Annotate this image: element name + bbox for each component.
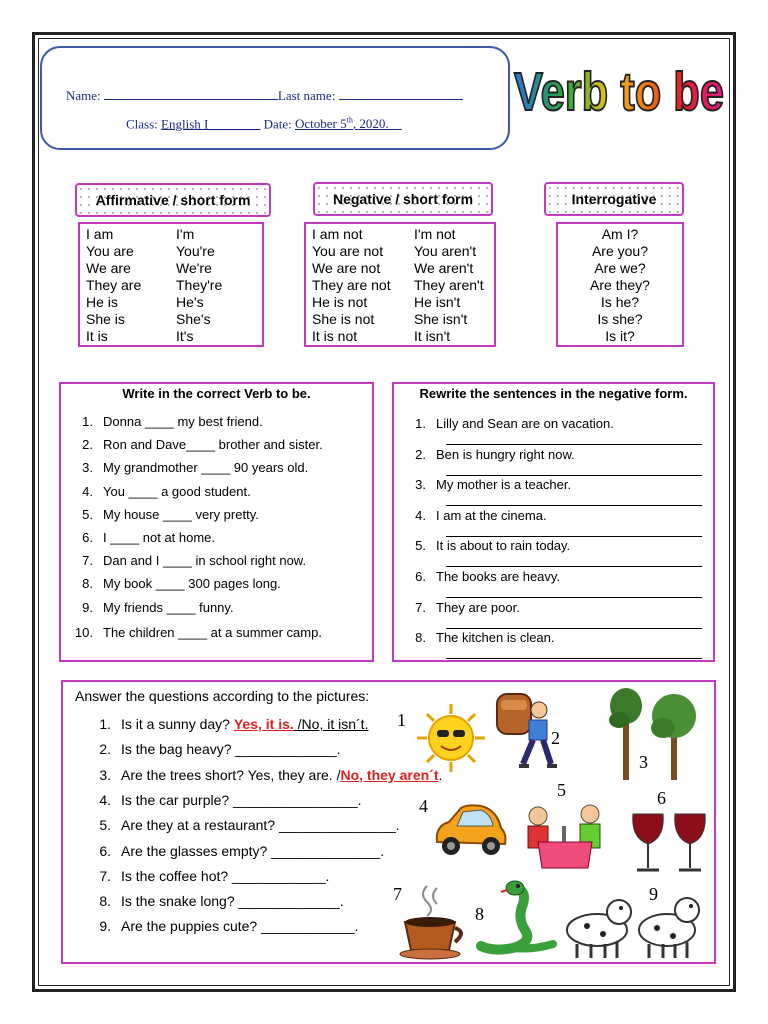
orange-car-icon	[431, 802, 509, 864]
exercise-item	[404, 447, 575, 462]
question-text[interactable]: Are the puppies cute? ____________.	[121, 918, 359, 935]
item-number: 3.	[99, 766, 111, 783]
name-label: Name:	[66, 88, 101, 103]
full-form: They are not	[312, 277, 391, 293]
name-line	[66, 88, 463, 104]
wine-glasses-icon	[629, 810, 713, 878]
question-item	[75, 792, 362, 808]
question-item	[75, 716, 368, 732]
picture-number: 1	[397, 710, 406, 730]
item-number: 1.	[82, 414, 93, 429]
exercise-negative-form	[392, 382, 715, 662]
exercise-item	[404, 477, 571, 492]
item-number: 9.	[82, 599, 93, 615]
item-number: 3.	[415, 477, 426, 493]
item-number: 6.	[82, 530, 93, 545]
negative-label: Negative / short form	[313, 182, 493, 216]
item-number: 6.	[415, 569, 426, 584]
item-text[interactable]: Dan and I ____ in school right now.	[103, 553, 307, 569]
interrogative-label: Interrogative	[544, 182, 684, 216]
short-form: He isn't	[414, 294, 461, 310]
exercise-title: Rewrite the sentences in the negative form.	[419, 386, 688, 401]
short-form: We're	[176, 260, 212, 276]
exercise-item	[71, 530, 215, 545]
item-text[interactable]: My house ____ very pretty.	[103, 506, 259, 522]
full-form: It is	[86, 328, 108, 344]
exercise-item	[404, 538, 570, 553]
full-form: We are	[86, 260, 131, 276]
item-number: 2.	[415, 446, 426, 462]
item-number: 5.	[415, 538, 426, 554]
item-text: My mother is a teacher.	[436, 477, 572, 493]
short-form: She's	[176, 311, 211, 327]
negative-row	[312, 294, 460, 310]
full-form: They are	[86, 277, 142, 293]
answer-line[interactable]	[446, 444, 702, 445]
item-number: 7.	[82, 553, 93, 569]
class-date-line	[126, 116, 402, 132]
affirmative-table	[78, 222, 264, 347]
interrogative-row: Is she?	[597, 311, 643, 327]
short-form: They aren't	[414, 277, 484, 293]
item-text[interactable]: Donna ____ my best friend.	[103, 414, 263, 429]
item-number: 1.	[415, 416, 426, 431]
exercise-item	[71, 576, 281, 591]
interrogative-row: Is it?	[605, 328, 635, 344]
negative-row	[312, 277, 484, 293]
answer-line[interactable]	[446, 475, 702, 476]
question-item	[75, 893, 344, 909]
exercise-item	[404, 416, 614, 431]
item-number: 7.	[415, 599, 426, 615]
full-form: You are	[86, 243, 134, 259]
full-form: It is not	[312, 328, 358, 344]
item-text[interactable]: I ____ not at home.	[103, 530, 216, 545]
picture-number: 2	[551, 728, 560, 748]
answer-line[interactable]	[446, 597, 702, 598]
exercise-item	[71, 507, 259, 522]
answer-line[interactable]	[446, 658, 702, 659]
affirmative-row	[86, 226, 194, 242]
answer-line[interactable]	[446, 566, 702, 567]
affirmative-row	[86, 277, 222, 293]
full-form: You are not	[312, 243, 384, 259]
affirmative-row	[86, 328, 193, 344]
question-text[interactable]: Is it a sunny day?	[121, 716, 234, 732]
item-text[interactable]: My friends ____ funny.	[103, 599, 234, 615]
item-number: 1.	[99, 716, 111, 732]
full-form: She is not	[312, 311, 375, 327]
affirmative-row	[86, 294, 204, 310]
item-number: 2.	[99, 741, 111, 758]
item-number: 9.	[99, 918, 111, 935]
question-text[interactable]: Is the car purple? ________________.	[121, 791, 362, 808]
full-form: She is	[86, 311, 125, 327]
punctuation: .	[438, 766, 443, 783]
short-form: It's	[176, 328, 194, 344]
class-label: Class:	[126, 116, 158, 132]
exercise-item	[71, 460, 308, 475]
picture-number: 5	[557, 780, 566, 800]
hot-coffee-icon	[397, 882, 467, 962]
exercise-title: Answer the questions according to the pictures:	[75, 688, 370, 704]
item-number: 8.	[415, 630, 426, 646]
exercise-item	[404, 508, 547, 523]
exercise-fill-verb	[59, 382, 374, 662]
interrogative-row: Are they?	[590, 277, 650, 293]
short-form: I'm	[176, 226, 195, 242]
interrogative-row: Are you?	[591, 243, 649, 259]
short-form: She isn't	[414, 311, 468, 327]
worksheet-title	[512, 58, 728, 120]
question-text[interactable]: Are they at a restaurant? _______________.	[121, 817, 400, 834]
question-text[interactable]: Is the coffee hot? ____________.	[121, 867, 330, 884]
exercise-title: Write in the correct Verb to be.	[122, 386, 311, 401]
answer-line[interactable]	[446, 536, 702, 537]
exercise-item	[71, 625, 322, 640]
class-value: English I________	[161, 116, 261, 132]
question-item	[75, 868, 329, 884]
sample-answer-yes: Yes, it is.	[233, 716, 294, 732]
trees-icon	[603, 686, 703, 782]
exercise-item	[404, 569, 560, 584]
exercise-item	[71, 600, 234, 615]
question-item	[75, 817, 400, 833]
puppies-icon	[557, 886, 707, 962]
picture-number: 3	[639, 752, 648, 772]
item-number: 8.	[99, 893, 111, 910]
item-number: 6.	[99, 842, 111, 859]
last-name-label: Last name:	[277, 88, 336, 103]
item-text[interactable]: My book ____ 300 pages long.	[103, 576, 281, 592]
date-label: Date:	[263, 116, 292, 132]
date-value: October 5th, 2020.__	[295, 116, 402, 132]
item-number: 7.	[99, 867, 111, 884]
item-text: The kitchen is clean.	[436, 630, 555, 646]
interrogative-row: Are we?	[594, 260, 646, 276]
name-field[interactable]	[104, 99, 278, 100]
negative-row	[312, 260, 473, 276]
question-text[interactable]: Is the bag heavy? _____________.	[121, 741, 341, 758]
question-item	[75, 918, 358, 934]
picture-number: 6	[657, 788, 666, 808]
question-text[interactable]: Is the snake long? _____________.	[121, 893, 344, 910]
full-form: I am not	[312, 226, 363, 242]
item-text: The books are heavy.	[436, 569, 561, 584]
item-number: 3.	[82, 460, 93, 476]
interrogative-table	[556, 222, 684, 347]
answer-line[interactable]	[446, 628, 702, 629]
short-form: I'm not	[414, 226, 456, 242]
picture-number: 7	[393, 884, 402, 904]
item-text: It is about to rain today.	[436, 538, 571, 554]
item-number: 4.	[82, 483, 93, 499]
exercise-item	[71, 414, 263, 429]
item-text: They are poor.	[436, 599, 520, 615]
item-text: I am at the cinema.	[436, 507, 547, 523]
item-text[interactable]: You ____ a good student.	[103, 483, 251, 499]
negative-row	[312, 328, 450, 344]
item-text[interactable]: My grandmother ____ 90 years old.	[103, 460, 309, 476]
item-number: 2.	[82, 437, 93, 453]
short-form: You aren't	[414, 243, 477, 259]
question-item	[75, 843, 384, 859]
short-form: They're	[176, 277, 223, 293]
exercise-picture-questions	[61, 680, 716, 964]
question-text[interactable]: Are the glasses empty? ______________.	[121, 842, 385, 859]
full-form: He is	[86, 294, 118, 310]
short-form: We aren't	[414, 260, 474, 276]
svg-text:Verb to be: Verb to be	[514, 62, 724, 122]
sample-answer-no: No, they aren´t	[340, 766, 439, 783]
sun-icon	[415, 702, 487, 774]
picture-number: 9	[649, 884, 658, 904]
picture-number: 4	[419, 796, 428, 816]
short-form: You're	[176, 243, 215, 259]
exercise-item	[404, 630, 555, 645]
full-form: We are not	[312, 260, 381, 276]
item-number: 8.	[82, 576, 93, 592]
question-item	[75, 741, 341, 757]
item-number: 10.	[74, 624, 93, 640]
short-form: He's	[176, 294, 204, 310]
affirmative-row	[86, 243, 215, 259]
affirmative-row	[86, 260, 212, 276]
item-text: Ben is hungry right now.	[436, 446, 575, 462]
sample-answer-no: /No, it isn´t.	[293, 716, 369, 732]
negative-row	[312, 243, 476, 259]
short-form: It isn't	[414, 328, 451, 344]
full-form: I am	[86, 226, 114, 242]
negative-row	[312, 226, 456, 242]
negative-row	[312, 311, 467, 327]
exercise-item	[71, 553, 306, 568]
item-text[interactable]: The children ____ at a summer camp.	[103, 624, 322, 640]
exercise-item	[71, 437, 323, 452]
item-number: 5.	[82, 506, 93, 522]
item-text: Lilly and Sean are on vacation.	[436, 416, 614, 431]
item-text[interactable]: Ron and Dave____ brother and sister.	[103, 437, 323, 453]
answer-line[interactable]	[446, 505, 702, 506]
interrogative-row: Am I?	[601, 226, 639, 242]
restaurant-couple-icon	[518, 798, 610, 876]
last-name-field[interactable]	[339, 99, 463, 100]
item-number: 4.	[99, 791, 111, 808]
affirmative-label: Affirmative / short form	[75, 183, 271, 217]
picture-number: 8	[475, 904, 484, 924]
item-number: 5.	[99, 817, 111, 834]
student-info-box	[40, 46, 510, 150]
full-form: He is not	[312, 294, 368, 310]
snake-icon	[473, 878, 557, 960]
negative-table	[304, 222, 496, 347]
exercise-item	[404, 600, 520, 615]
item-number: 4.	[415, 507, 426, 523]
exercise-item	[71, 484, 251, 499]
affirmative-row	[86, 311, 211, 327]
interrogative-row: Is he?	[600, 294, 640, 310]
question-text[interactable]: Are the trees short? Yes, they are. /	[121, 766, 341, 783]
question-item	[75, 767, 442, 783]
